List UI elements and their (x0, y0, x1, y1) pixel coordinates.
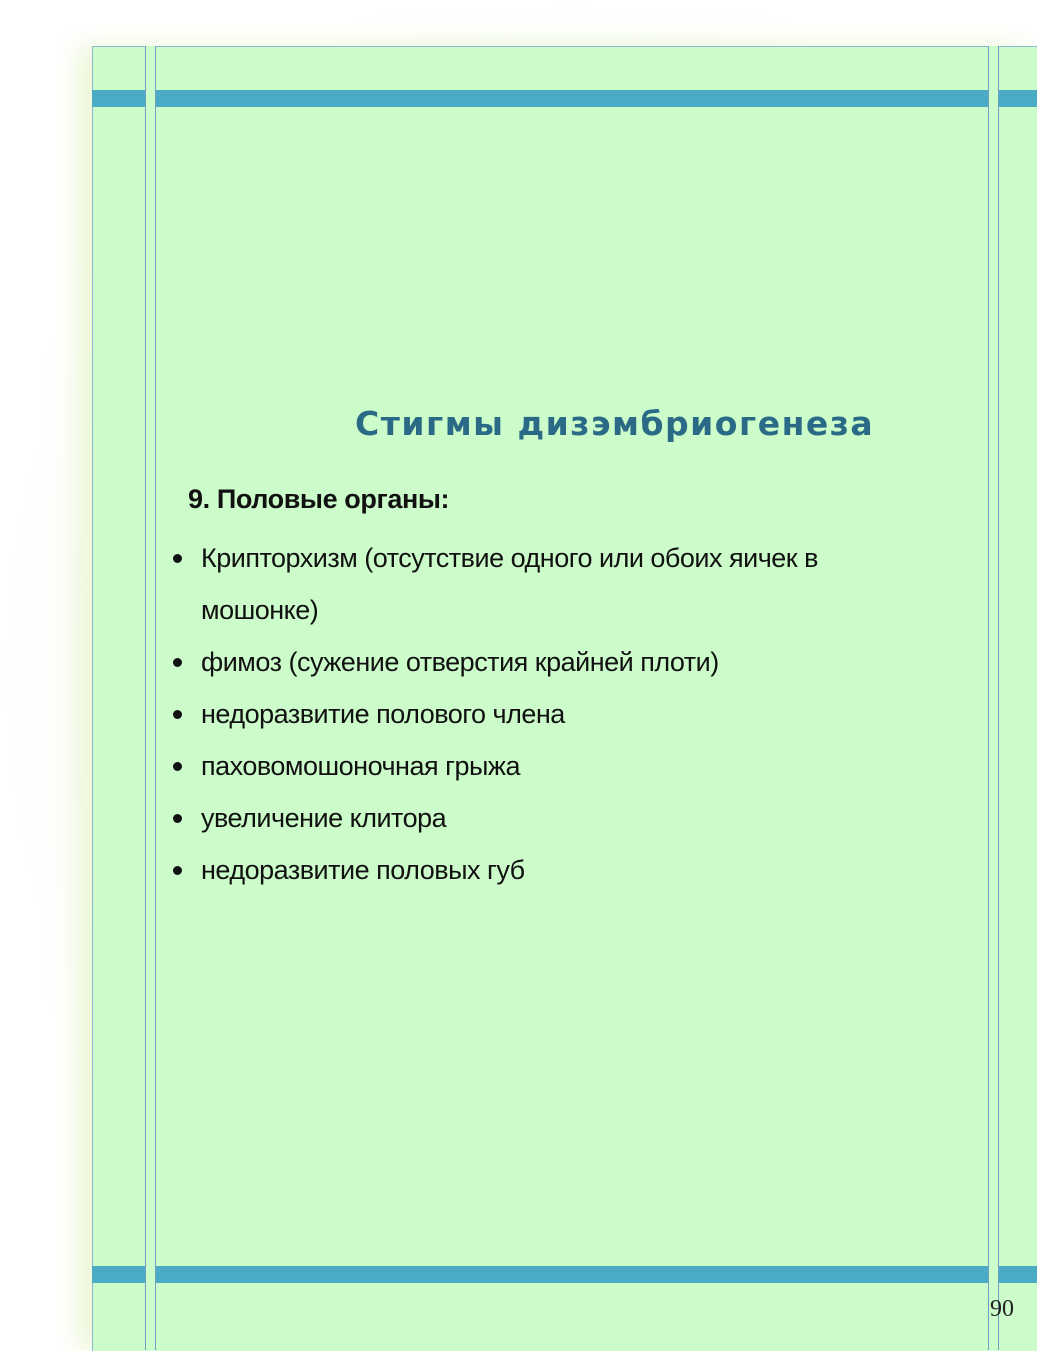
list-item-text: паховомошоночная грыжа (201, 751, 520, 781)
right-rule-inner (988, 46, 989, 1350)
top-decorative-bar (92, 90, 1037, 107)
list-item (172, 740, 932, 792)
left-rule-outer (145, 46, 146, 1350)
bullet-icon (173, 762, 182, 771)
bullet-icon (173, 866, 182, 875)
page-number: 90 (990, 1296, 1014, 1322)
list-item-text: увеличение клитора (201, 803, 447, 833)
left-rule-inner (155, 46, 156, 1350)
right-rule-outer (998, 46, 999, 1350)
list-item-text: недоразвитие половых губ (201, 855, 525, 885)
bullet-icon (173, 814, 182, 823)
list-item (172, 844, 932, 896)
bullet-icon (173, 554, 182, 563)
symptom-list (172, 532, 932, 896)
bullet-icon (173, 658, 182, 667)
bottom-decorative-bar (92, 1266, 1037, 1283)
list-item-text: недоразвитие полового члена (201, 699, 565, 729)
list-item (172, 688, 932, 740)
section-heading: 9. Половые органы: (188, 484, 450, 514)
page-title: Стигмы дизэмбриогенеза (355, 404, 875, 443)
list-item (172, 792, 932, 844)
bullet-icon (173, 710, 182, 719)
list-item (172, 636, 932, 688)
list-item-text: фимоз (сужение отверстия крайней плоти) (201, 647, 719, 677)
list-item-text: Крипторхизм (отсутствие одного или обоих яичек в мошонке) (201, 543, 818, 625)
list-item (172, 532, 932, 636)
